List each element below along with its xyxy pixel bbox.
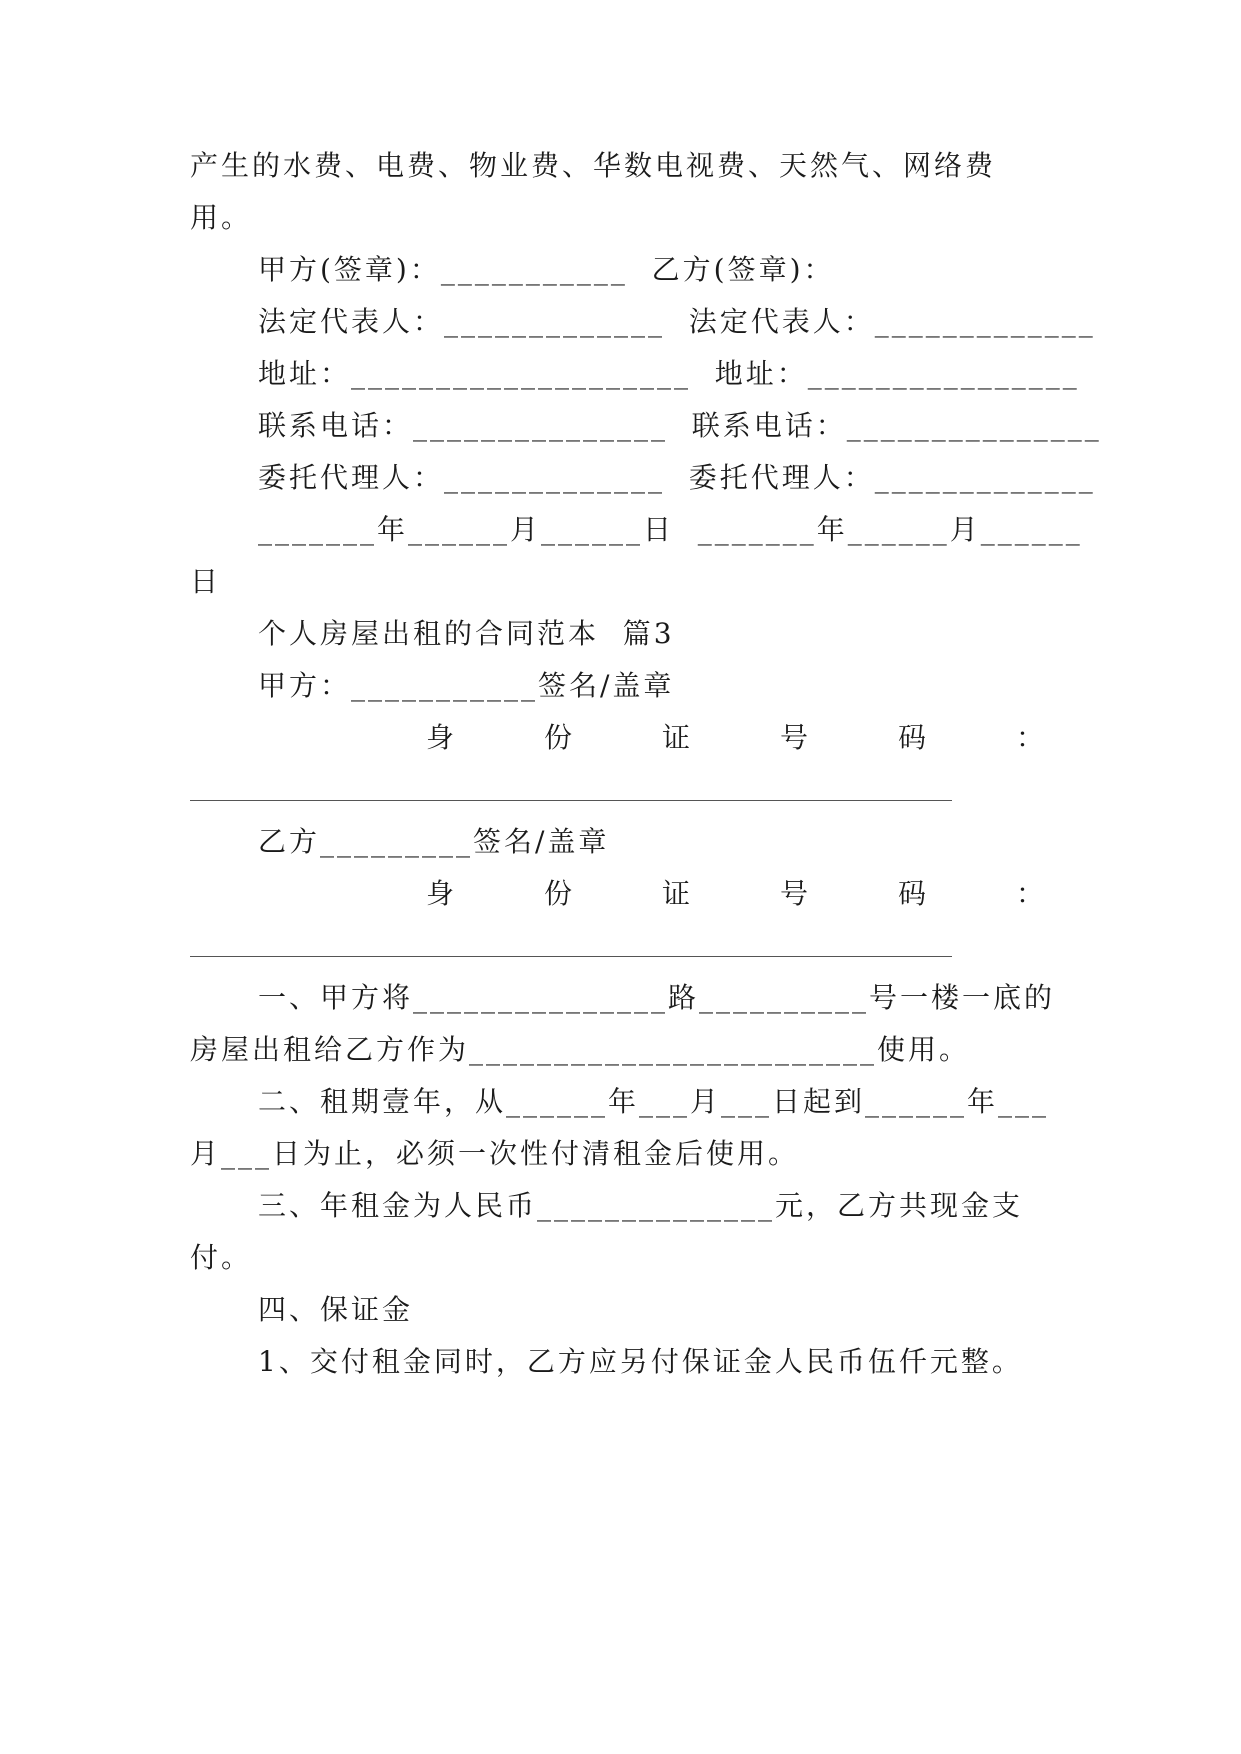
party-a-seal-line: 甲方(签章)：___________ 乙方(签章)： [258, 253, 835, 286]
date-line: _______年______月______日 _______年______月______ [258, 513, 1083, 546]
section-title: 个人房屋出租的合同范本 篇3 [258, 617, 675, 650]
id-char: 证 [662, 877, 691, 910]
phone-line: 联系电话：_______________ 联系电话：_______________ [258, 409, 1102, 442]
id-char: 号 [780, 877, 809, 910]
id-char: 证 [662, 721, 691, 754]
id-number-label [190, 718, 1050, 758]
id-number-blank [190, 956, 952, 957]
text-line: 产生的水费、电费、物业费、华数电视费、天然气、网络费 [190, 149, 997, 182]
id-char: 码 [898, 877, 927, 910]
clause-line: 1、交付租金同时，乙方应另付保证金人民币伍仟元整。 [258, 1345, 1023, 1378]
id-char: 号 [780, 721, 809, 754]
clause-line: 月___日为止，必须一次性付清租金后使用。 [190, 1137, 800, 1170]
legal-rep-line: 法定代表人：_____________ 法定代表人：_____________ [258, 305, 1096, 338]
id-char: 码 [898, 721, 927, 754]
clause-line: 房屋出租给乙方作为________________________使用。 [190, 1033, 971, 1066]
text-line: 日 [190, 565, 222, 598]
id-number-blank [190, 800, 952, 801]
address-line: 地址：____________________ 地址：________________ [258, 357, 1080, 390]
id-char: 份 [544, 721, 573, 754]
party-b-line: 乙方_________签名/盖章 [258, 825, 610, 858]
party-a-line: 甲方：___________签名/盖章 [258, 669, 675, 702]
id-colon: ： [1016, 877, 1045, 910]
id-colon: ： [1016, 721, 1045, 754]
clause-heading: 四、保证金 [258, 1293, 414, 1326]
clause-line: 二、租期壹年，从______年___月___日起到______年___ [258, 1085, 1050, 1118]
id-char: 身 [426, 721, 455, 754]
id-char: 份 [544, 877, 573, 910]
id-char: 身 [426, 877, 455, 910]
clause-line: 付。 [190, 1241, 253, 1274]
clause-line: 三、年租金为人民币______________元，乙方共现金支 [258, 1189, 1024, 1222]
id-number-label [190, 874, 1050, 914]
text-line: 用。 [190, 201, 253, 234]
agent-line: 委托代理人：_____________ 委托代理人：_____________ [258, 461, 1096, 494]
clause-line: 一、甲方将_______________路__________号一楼一底的 [258, 981, 1056, 1014]
